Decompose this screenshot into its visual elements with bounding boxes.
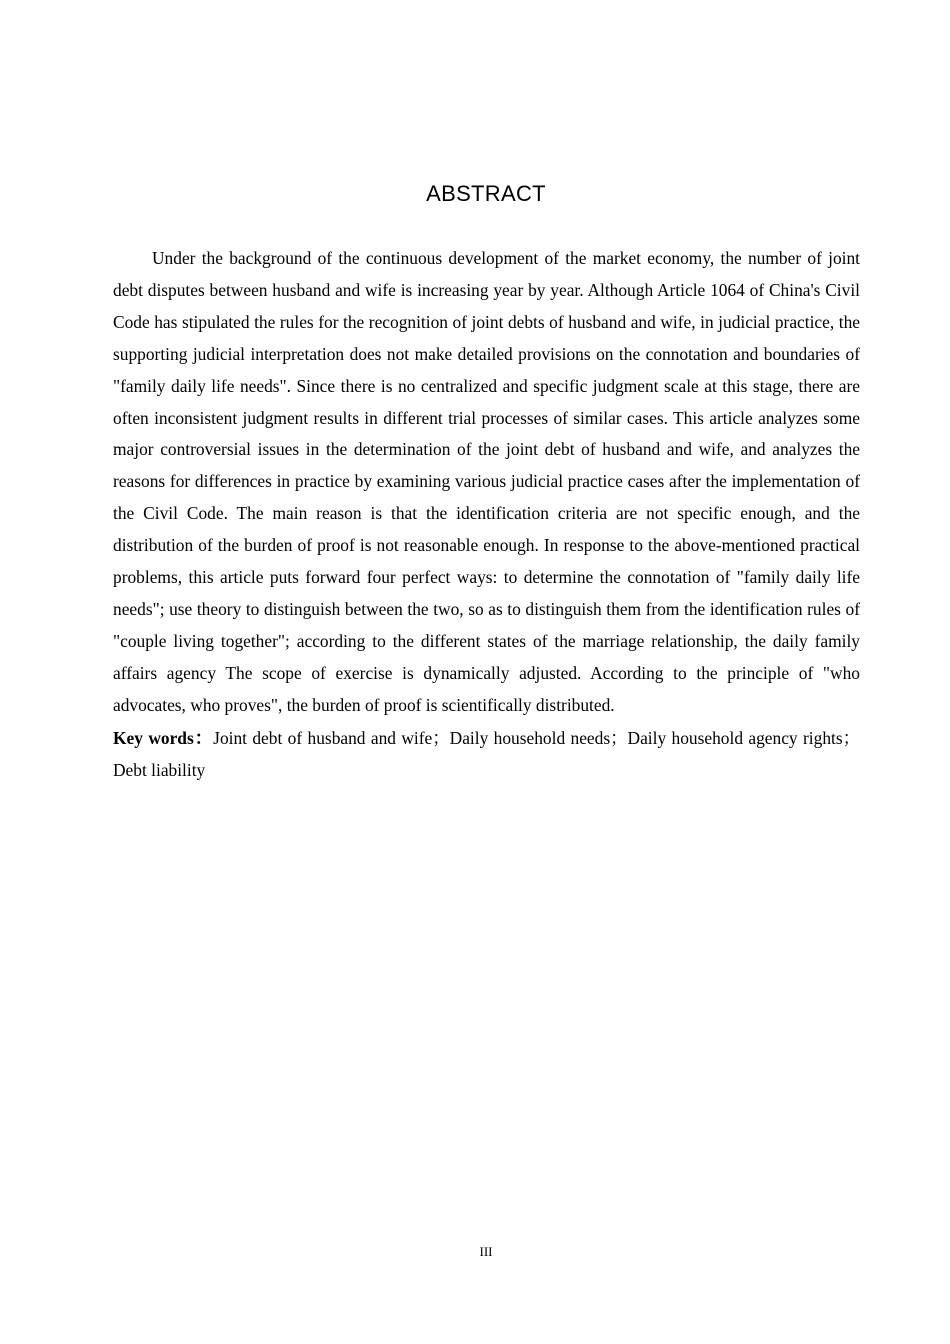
page-number: III	[479, 1244, 493, 1259]
keywords-line	[113, 723, 860, 787]
keywords-text: Joint debt of husband and wife；Daily household needs；Daily household agency rights；Debt liability	[113, 727, 860, 780]
keywords-label: Key words：	[113, 727, 214, 748]
abstract-title: ABSTRACT	[426, 181, 546, 206]
abstract-body	[113, 243, 860, 786]
abstract-paragraph: Under the background of the continuous development of the market economy, the number of joint debt disputes between husband and wife is increasing year by year. Although Article 1064 of China's Civil Code has stipulated the rules for the recognition of joint debts of husband and wife, in judicial practice, the supporting judicial interpretation does not make detailed provisions on the connotation and boundaries of "family daily life needs". Since there is no centralized and specific judgment scale at this stage, there are often inconsistent judgment results in different trial processes of similar cases. This article analyzes some major controversial issues in the determination of the joint debt of husband and wife, and analyzes the reasons for differences in practice by examining various judicial practice cases after the implementation of the Civil Code. The main reason is that the identification criteria are not specific enough, and the distribution of the burden of proof is not reasonable enough. In response to the above-mentioned practical problems, this article puts forward four perfect ways: to determine the connotation of "family daily life needs"; use theory to distinguish between the two, so as to distinguish them from the identification rules of "couple living together"; according to the different states of the marriage relationship, the daily family affairs agency The scope of exercise is dynamically adjusted. According to the principle of "who advocates, who proves", the burden of proof is scientifically distributed.	[113, 248, 860, 715]
